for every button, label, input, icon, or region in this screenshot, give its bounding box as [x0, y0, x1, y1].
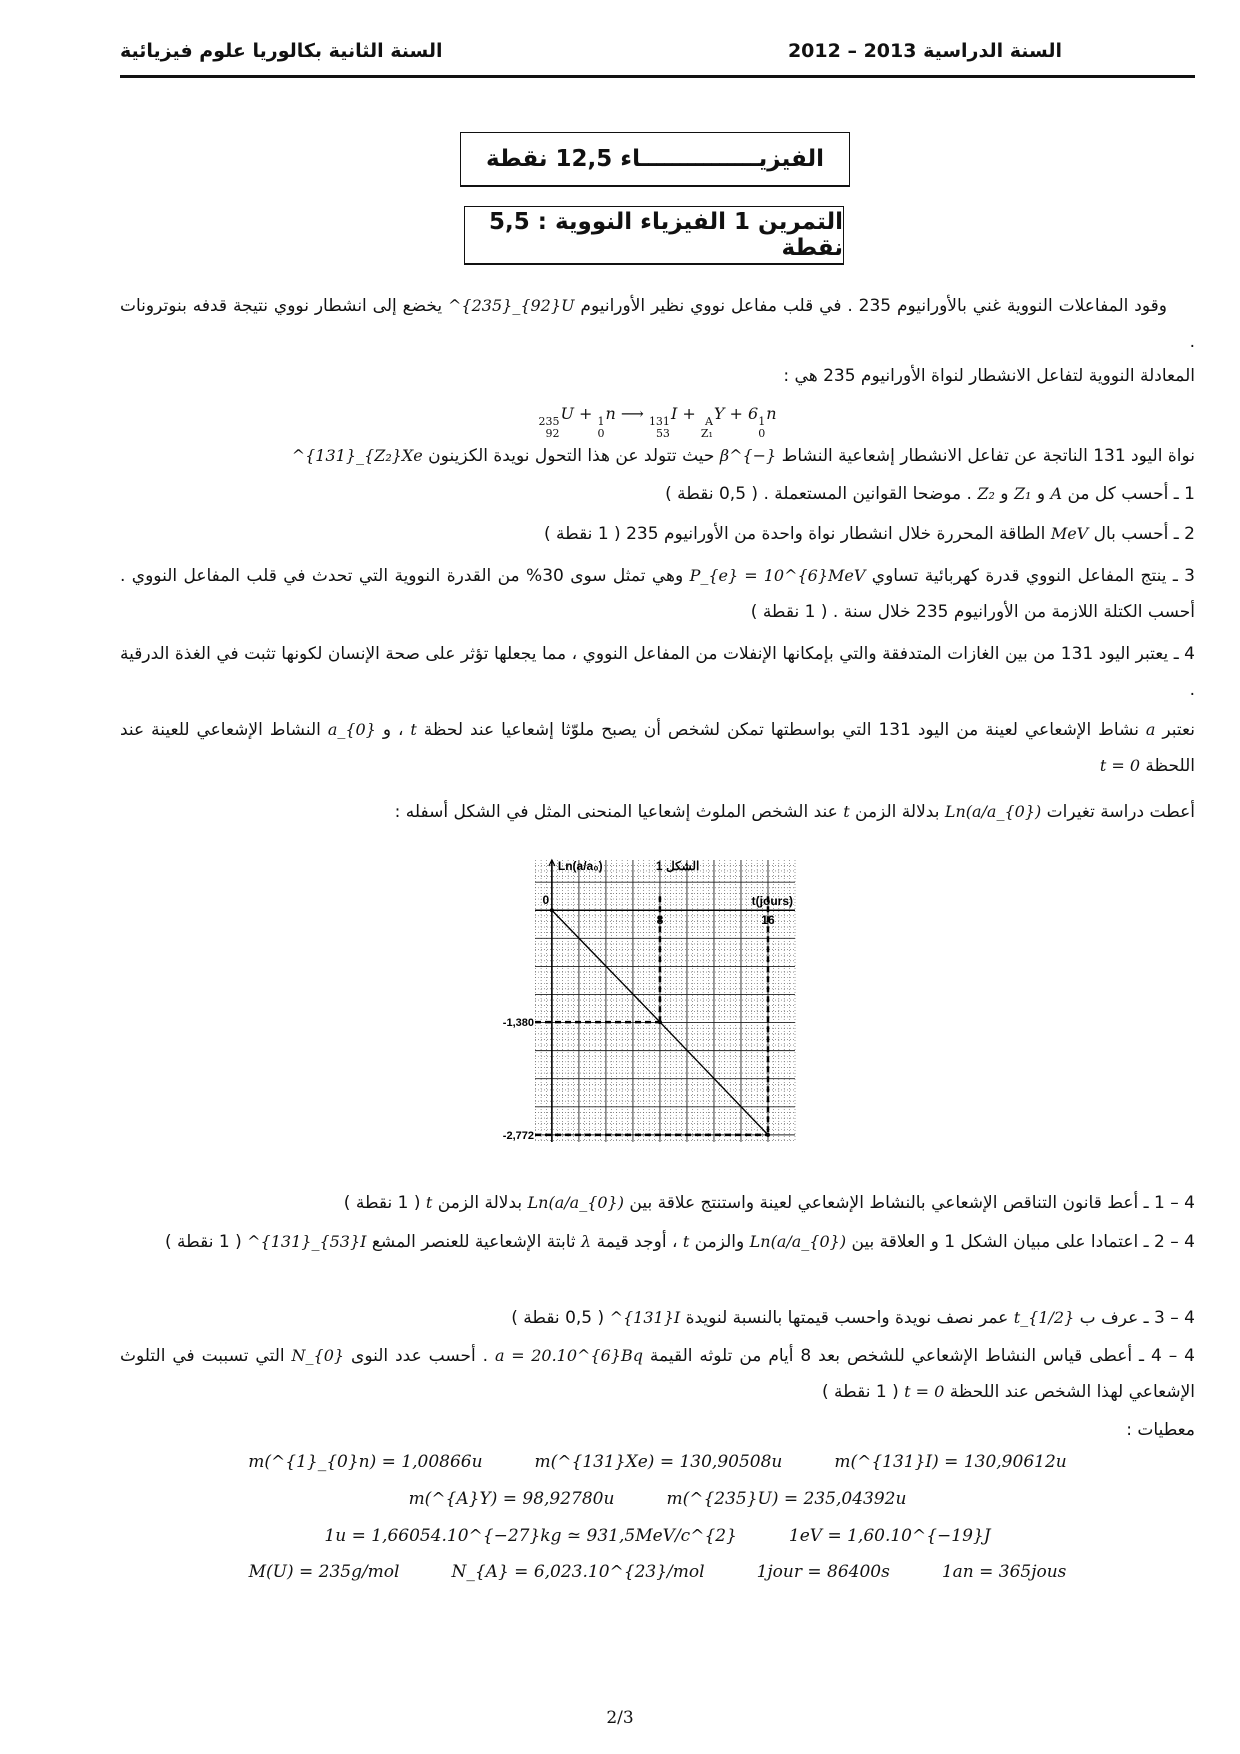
given-value: m(^{1}_{0}n) = 1,00866u [248, 1452, 483, 1472]
math-expression: ^{131}_{Z₂}Xe [291, 446, 423, 465]
math-expression: t_{1/2} [1013, 1308, 1075, 1327]
text-run: عمر نصف نويدة واحسب قيمتها بالنسبة لنويدة [680, 1308, 1014, 1328]
fission-equation [120, 396, 1195, 440]
text-run: 4 – 4 ـ أعطى قياس النشاط الإشعاعي للشخص بعد 8 أيام من تلوثه القيمة [642, 1346, 1195, 1366]
math-expression: a = 20.10^{6}Bq [495, 1346, 643, 1365]
given-value: m(^{131}I) = 130,90612u [834, 1452, 1067, 1472]
text-run: . أحسب عدد النوى [344, 1346, 496, 1366]
text-run: معطيات : [1126, 1420, 1195, 1440]
math-expression: t = 0 [904, 1382, 945, 1401]
math-expression: λ [581, 1232, 592, 1251]
text-run: ( 1 نقطة ) [822, 1382, 905, 1402]
math-expression: ^{131}I [609, 1308, 681, 1327]
math-expression: t [843, 802, 850, 821]
text-run: التي تسببت في التلوث الإشعاعي لهذا الشخص عند اللحظة [120, 1346, 1195, 1402]
question-4-4 [120, 1338, 1195, 1410]
intro-paragraph [120, 288, 1195, 360]
text-run: وهي تمثل سوى 30% من القدرة النووية التي تحدث في قلب المفاعل النووي . أحسب الكتلة اللازمة من الأورانيوم 235 خلال سنة . ( 1 نقطة ) [120, 566, 1195, 622]
y-tick-label: -2,772 [502, 1129, 534, 1142]
given-value: m(^{131}Xe) = 130,90508u [534, 1452, 783, 1472]
given-data-row [120, 1489, 1195, 1509]
text-run: نعتبر [1155, 720, 1195, 740]
math-expression: t [682, 1232, 690, 1251]
text-run: و [1031, 484, 1051, 504]
question-3 [120, 558, 1195, 630]
math-expression: t = 0 [1099, 756, 1141, 775]
given-data-row [120, 1526, 1195, 1546]
iodine-paragraph [120, 438, 1195, 474]
given-data-row [120, 1452, 1195, 1472]
figure-title: الشكل 1 [655, 859, 700, 873]
text-run: 2 ـ أحسب بال [1088, 524, 1195, 544]
math-expression: β^{−} [719, 446, 777, 465]
text-run: بدلالة الزمن [849, 802, 945, 822]
math-expression: t [410, 720, 417, 739]
math-expression: Z₁ [1013, 484, 1032, 503]
data-point [766, 1133, 770, 1137]
equation-intro [120, 358, 1195, 394]
given-value: M(U) = 235g/mol [248, 1562, 400, 1582]
given-value: N_{A} = 6,023.10^{23}/mol [451, 1562, 705, 1582]
given-value: 1an = 365jous [941, 1562, 1067, 1582]
data-point [550, 908, 554, 912]
data-point [658, 1020, 662, 1024]
math-expression: ^{131}_{53}I [247, 1232, 367, 1251]
y-axis-label: Ln(a/a₀) [557, 859, 603, 873]
text-run: ، أوجد قيمة [591, 1232, 683, 1252]
text-run: ( 1 نقطة ) [343, 1193, 426, 1213]
question-4-1 [120, 1185, 1195, 1221]
text-run: . موضحا القوانين المستعملة . ( 0,5 نقطة ) [665, 484, 978, 504]
text-run: وقود المفاعلات النووية غني بالأورانيوم 235 . في قلب مفاعل نووي نظير الأورانيوم [574, 296, 1167, 316]
text-run: ، و [375, 720, 411, 740]
origin-label: 0 [542, 893, 550, 908]
text-run: و [994, 484, 1014, 504]
text-run: النشاط الإشعاعي للعينة عند اللحظة [120, 720, 1195, 776]
exercise-title: التمرين 1 الفيزياء النووية : 5,5 نقطة [489, 209, 843, 261]
text-run: 4 – 1 ـ أعط قانون التناقص الإشعاعي بالنشاط الإشعاعي لعينة واستنتج علاقة بين [623, 1193, 1195, 1213]
question-4-2 [120, 1224, 1195, 1260]
math-expression: 235 92 U + 1 0 n ⟶ 131 53 I + A Z₁ Y + 6 1 0 n [538, 404, 777, 440]
text-run: والزمن [689, 1232, 750, 1252]
text-run: حيث تتولد عن هذا التحول نويدة الكزينون [422, 446, 720, 466]
nuclide-indices: 1 0 [758, 415, 766, 440]
section-title: الفيزيـــــــــــــــاء 12,5 نقطة [485, 146, 825, 172]
nuclide-indices: 1 0 [597, 415, 605, 440]
nuclide-indices: 235 92 [538, 415, 560, 440]
text-run: ( 1 نقطة ) [165, 1232, 248, 1252]
x-axis-label: t(jours) [751, 894, 793, 909]
nuclide-indices: A Z₁ [700, 415, 713, 440]
y-tick-label: -1,380 [502, 1017, 534, 1030]
math-expression: A [1050, 484, 1063, 503]
math-expression: a_{0} [327, 720, 376, 739]
text-run: 4 – 3 ـ عرف ب [1074, 1308, 1195, 1328]
text-run: نشاط الإشعاعي لعينة من اليود 131 التي بواسطتها تمكن لشخص أن يصبح ملوّثا إشعاعيا عند لحظة [416, 720, 1146, 740]
math-expression: ^{235}_{92}U [448, 296, 575, 315]
math-expression: Z₂ [977, 484, 995, 503]
text-run: أعطت دراسة تغيرات [1041, 802, 1195, 822]
section-title-box [460, 132, 850, 187]
header-level: السنة الثانية بكالوريا علوم فيزيائية [120, 40, 443, 62]
text-run: بدلالة الزمن [432, 1193, 528, 1213]
exercise-title-box [464, 206, 844, 265]
math-expression: MeV [1050, 524, 1089, 543]
question-4-3 [120, 1300, 1195, 1336]
math-expression: P_{e} = 10^{6}MeV [689, 566, 866, 585]
given-value: 1eV = 1,60.10^{−19}J [788, 1526, 991, 1546]
page-number: 2/3 [606, 1708, 634, 1728]
given-data-label [120, 1412, 1195, 1448]
question-1 [120, 476, 1195, 512]
activity-paragraph [120, 712, 1195, 784]
given-value: m(^{235}U) = 235,04392u [666, 1489, 907, 1509]
text-run: المعادلة النووية لتفاعل الانشطار لنواة الأورانيوم 235 هي : [783, 366, 1195, 386]
text-run: ثابتة الإشعاعية للعنصر المشع [366, 1232, 582, 1252]
given-value: 1u = 1,66054.10^{−27}kg ≃ 931,5MeV/c^{2} [324, 1526, 737, 1546]
text-run: يخضع إلى انشطار نووي نتيجة قدفه بنوترونات . [120, 296, 1195, 352]
text-run: 4 ـ يعتبر اليود 131 من بين الغازات المتدفقة والتي بإمكانها الإنفلات من المفاعل النووي ، مما يجعلها تؤثر على صحة الإنسان لكونها تثبت في الغذة الدرقية . [120, 644, 1195, 700]
figure-1-chart [500, 845, 820, 1165]
x-tick-label: 8 [656, 913, 664, 928]
text-run: ( 0,5 نقطة ) [511, 1308, 610, 1328]
given-value: m(^{A}Y) = 98,92780u [408, 1489, 615, 1509]
question-4 [120, 636, 1195, 708]
header-school-year: السنة الدراسية 2013 – 2012 [787, 40, 1062, 62]
math-expression: Ln(a/a_{0}) [944, 802, 1042, 821]
text-run: نواة اليود 131 الناتجة عن تفاعل الانشطار إشعاعية النشاط [776, 446, 1195, 466]
text-run: 1 ـ أحسب كل من [1062, 484, 1195, 504]
given-data-row [120, 1562, 1195, 1582]
header-rule [120, 75, 1195, 78]
question-2 [120, 516, 1195, 552]
math-expression: N_{0} [291, 1346, 345, 1365]
given-value: 1jour = 86400s [756, 1562, 890, 1582]
math-expression: t [425, 1193, 433, 1212]
math-expression: a [1145, 720, 1156, 739]
text-run: الطاقة المحررة خلال انشطار نواة واحدة من الأورانيوم 235 ( 1 نقطة ) [543, 524, 1051, 544]
text-run: 3 ـ ينتج المفاعل النووي قدرة كهربائية تساوي [865, 566, 1195, 586]
nuclide-indices: 131 53 [648, 415, 670, 440]
graph-intro [120, 794, 1195, 830]
math-expression: Ln(a/a_{0}) [749, 1232, 847, 1251]
text-run: عند الشخص الملوث إشعاعيا المنحنى المثل في الشكل أسفله : [394, 802, 844, 822]
text-run: 4 – 2 ـ اعتمادا على مبيان الشكل 1 و العلاقة بين [846, 1232, 1195, 1252]
math-expression: Ln(a/a_{0}) [527, 1193, 624, 1212]
x-tick-label: 16 [761, 913, 775, 928]
